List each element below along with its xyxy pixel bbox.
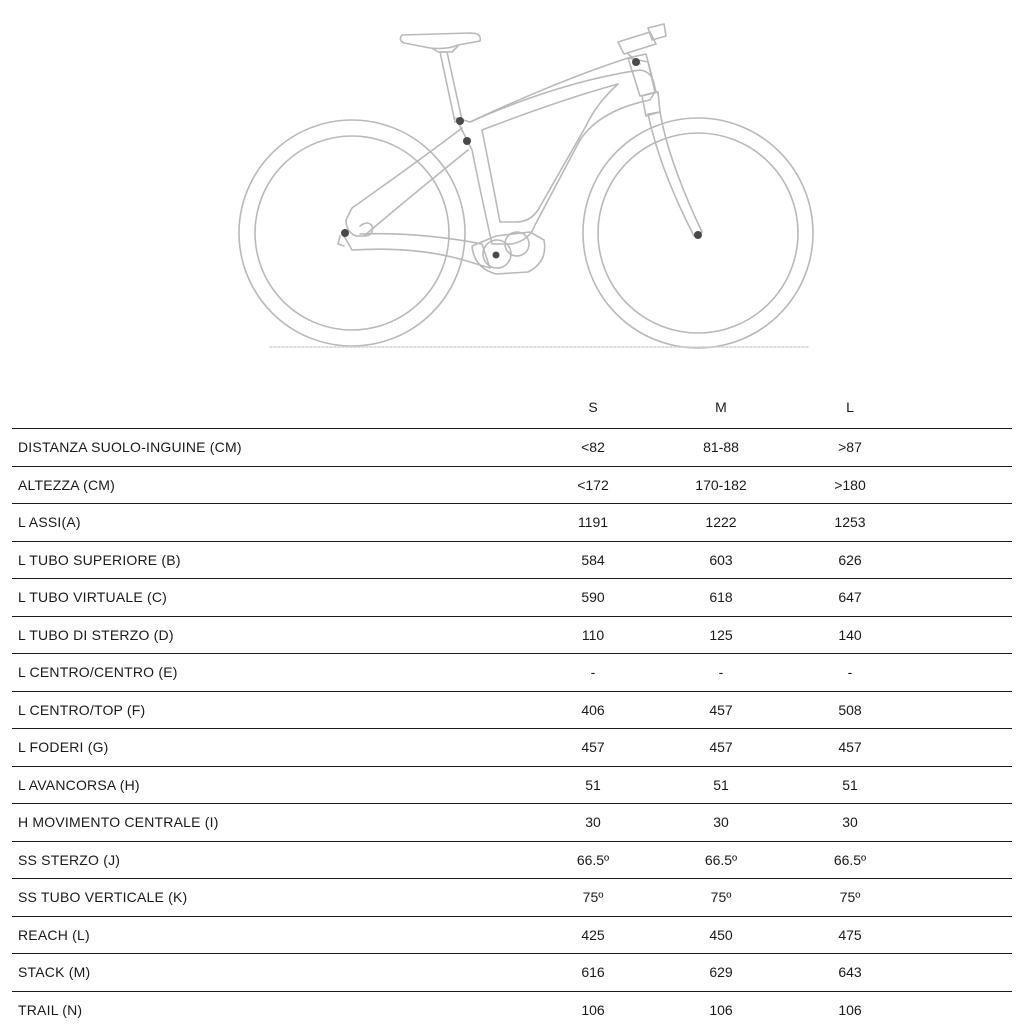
row-label: ALTEZZA (CM) xyxy=(18,467,115,503)
row-label: L TUBO DI STERZO (D) xyxy=(18,617,174,653)
value-size-m: - xyxy=(681,654,761,690)
value-size-m: 81-88 xyxy=(681,429,761,465)
value-size-l: 140 xyxy=(810,617,890,653)
value-size-l: 75º xyxy=(810,879,890,915)
row-label: STACK (M) xyxy=(18,954,90,990)
table-row xyxy=(12,692,1012,730)
value-size-s: - xyxy=(553,654,633,690)
value-size-s: <82 xyxy=(553,429,633,465)
value-size-m: 106 xyxy=(681,992,761,1028)
value-size-s: 590 xyxy=(553,579,633,615)
value-size-m: 457 xyxy=(681,729,761,765)
row-label: L CENTRO/TOP (F) xyxy=(18,692,145,728)
frame-inner-cutout xyxy=(482,84,618,222)
row-label: L CENTRO/CENTRO (E) xyxy=(18,654,178,690)
table-row xyxy=(12,842,1012,880)
value-size-s: 51 xyxy=(553,767,633,803)
row-label: L FODERI (G) xyxy=(18,729,109,765)
fork-leg xyxy=(648,112,702,236)
value-size-m: 629 xyxy=(681,954,761,990)
table-row xyxy=(12,804,1012,842)
value-size-l: 1253 xyxy=(810,504,890,540)
value-size-l: 457 xyxy=(810,729,890,765)
bike-frame-icon xyxy=(0,0,1024,360)
value-size-l: 66.5º xyxy=(810,842,890,878)
point-rear-axle xyxy=(341,229,349,237)
value-size-s: 75º xyxy=(553,879,633,915)
table-header-row xyxy=(12,390,1012,429)
table-row xyxy=(12,954,1012,992)
value-size-l: 626 xyxy=(810,542,890,578)
saddle xyxy=(400,33,480,49)
point-head-top xyxy=(632,58,640,66)
value-size-l: >180 xyxy=(810,467,890,503)
value-size-m: 170-182 xyxy=(681,467,761,503)
value-size-m: 450 xyxy=(681,917,761,953)
seat-stay xyxy=(346,128,468,236)
row-label: L TUBO VIRTUALE (C) xyxy=(18,579,167,615)
bike-illustration xyxy=(0,0,1024,360)
value-size-l: 30 xyxy=(810,804,890,840)
table-row xyxy=(12,767,1012,805)
value-size-s: 616 xyxy=(553,954,633,990)
value-size-s: 425 xyxy=(553,917,633,953)
rear-dropout xyxy=(338,236,344,246)
row-label: L AVANCORSA (H) xyxy=(18,767,140,803)
row-label: REACH (L) xyxy=(18,917,90,953)
value-size-s: 110 xyxy=(553,617,633,653)
value-size-s: 106 xyxy=(553,992,633,1028)
value-size-m: 125 xyxy=(681,617,761,653)
value-size-s: 30 xyxy=(553,804,633,840)
value-size-l: 51 xyxy=(810,767,890,803)
value-size-m: 66.5º xyxy=(681,842,761,878)
value-size-l: >87 xyxy=(810,429,890,465)
table-row xyxy=(12,729,1012,767)
value-size-l: 643 xyxy=(810,954,890,990)
chain-stay xyxy=(344,234,490,268)
value-size-l: 508 xyxy=(810,692,890,728)
value-size-m: 75º xyxy=(681,879,761,915)
table-row xyxy=(12,917,1012,955)
row-label: SS TUBO VERTICALE (K) xyxy=(18,879,187,915)
point-front-axle xyxy=(694,231,702,239)
value-size-l: 475 xyxy=(810,917,890,953)
value-size-l: 106 xyxy=(810,992,890,1028)
value-size-s: 457 xyxy=(553,729,633,765)
row-label: TRAIL (N) xyxy=(18,992,82,1028)
value-size-m: 618 xyxy=(681,579,761,615)
value-size-s: 584 xyxy=(553,542,633,578)
point-seat-top xyxy=(456,117,464,125)
row-label: H MOVIMENTO CENTRALE (I) xyxy=(18,804,219,840)
table-row xyxy=(12,429,1012,467)
value-size-s: 66.5º xyxy=(553,842,633,878)
row-label: L TUBO SUPERIORE (B) xyxy=(18,542,181,578)
size-header-s: S xyxy=(553,390,633,424)
value-size-m: 457 xyxy=(681,692,761,728)
table-row xyxy=(12,542,1012,580)
table-row xyxy=(12,879,1012,917)
size-header-m: M xyxy=(681,390,761,424)
row-label: SS STERZO (J) xyxy=(18,842,120,878)
value-size-s: 406 xyxy=(553,692,633,728)
point-seat-stay xyxy=(463,137,471,145)
value-size-l: 647 xyxy=(810,579,890,615)
top-tube xyxy=(470,58,655,122)
value-size-m: 603 xyxy=(681,542,761,578)
table-row xyxy=(12,579,1012,617)
table-body xyxy=(12,429,1012,1028)
geometry-table xyxy=(12,390,1012,1028)
size-header-l: L xyxy=(810,390,890,424)
value-size-l: - xyxy=(810,654,890,690)
seat-post xyxy=(440,52,462,122)
value-size-m: 1222 xyxy=(681,504,761,540)
frame-front-triangle xyxy=(456,70,655,244)
table-row xyxy=(12,654,1012,692)
value-size-m: 30 xyxy=(681,804,761,840)
table-row xyxy=(12,504,1012,542)
row-label: L ASSI(A) xyxy=(18,504,81,540)
table-row xyxy=(12,467,1012,505)
point-bottom-bracket xyxy=(493,252,500,259)
value-size-s: <172 xyxy=(553,467,633,503)
value-size-s: 1191 xyxy=(553,504,633,540)
row-label: DISTANZA SUOLO-INGUINE (CM) xyxy=(18,429,242,465)
value-size-m: 51 xyxy=(681,767,761,803)
table-row xyxy=(12,617,1012,655)
